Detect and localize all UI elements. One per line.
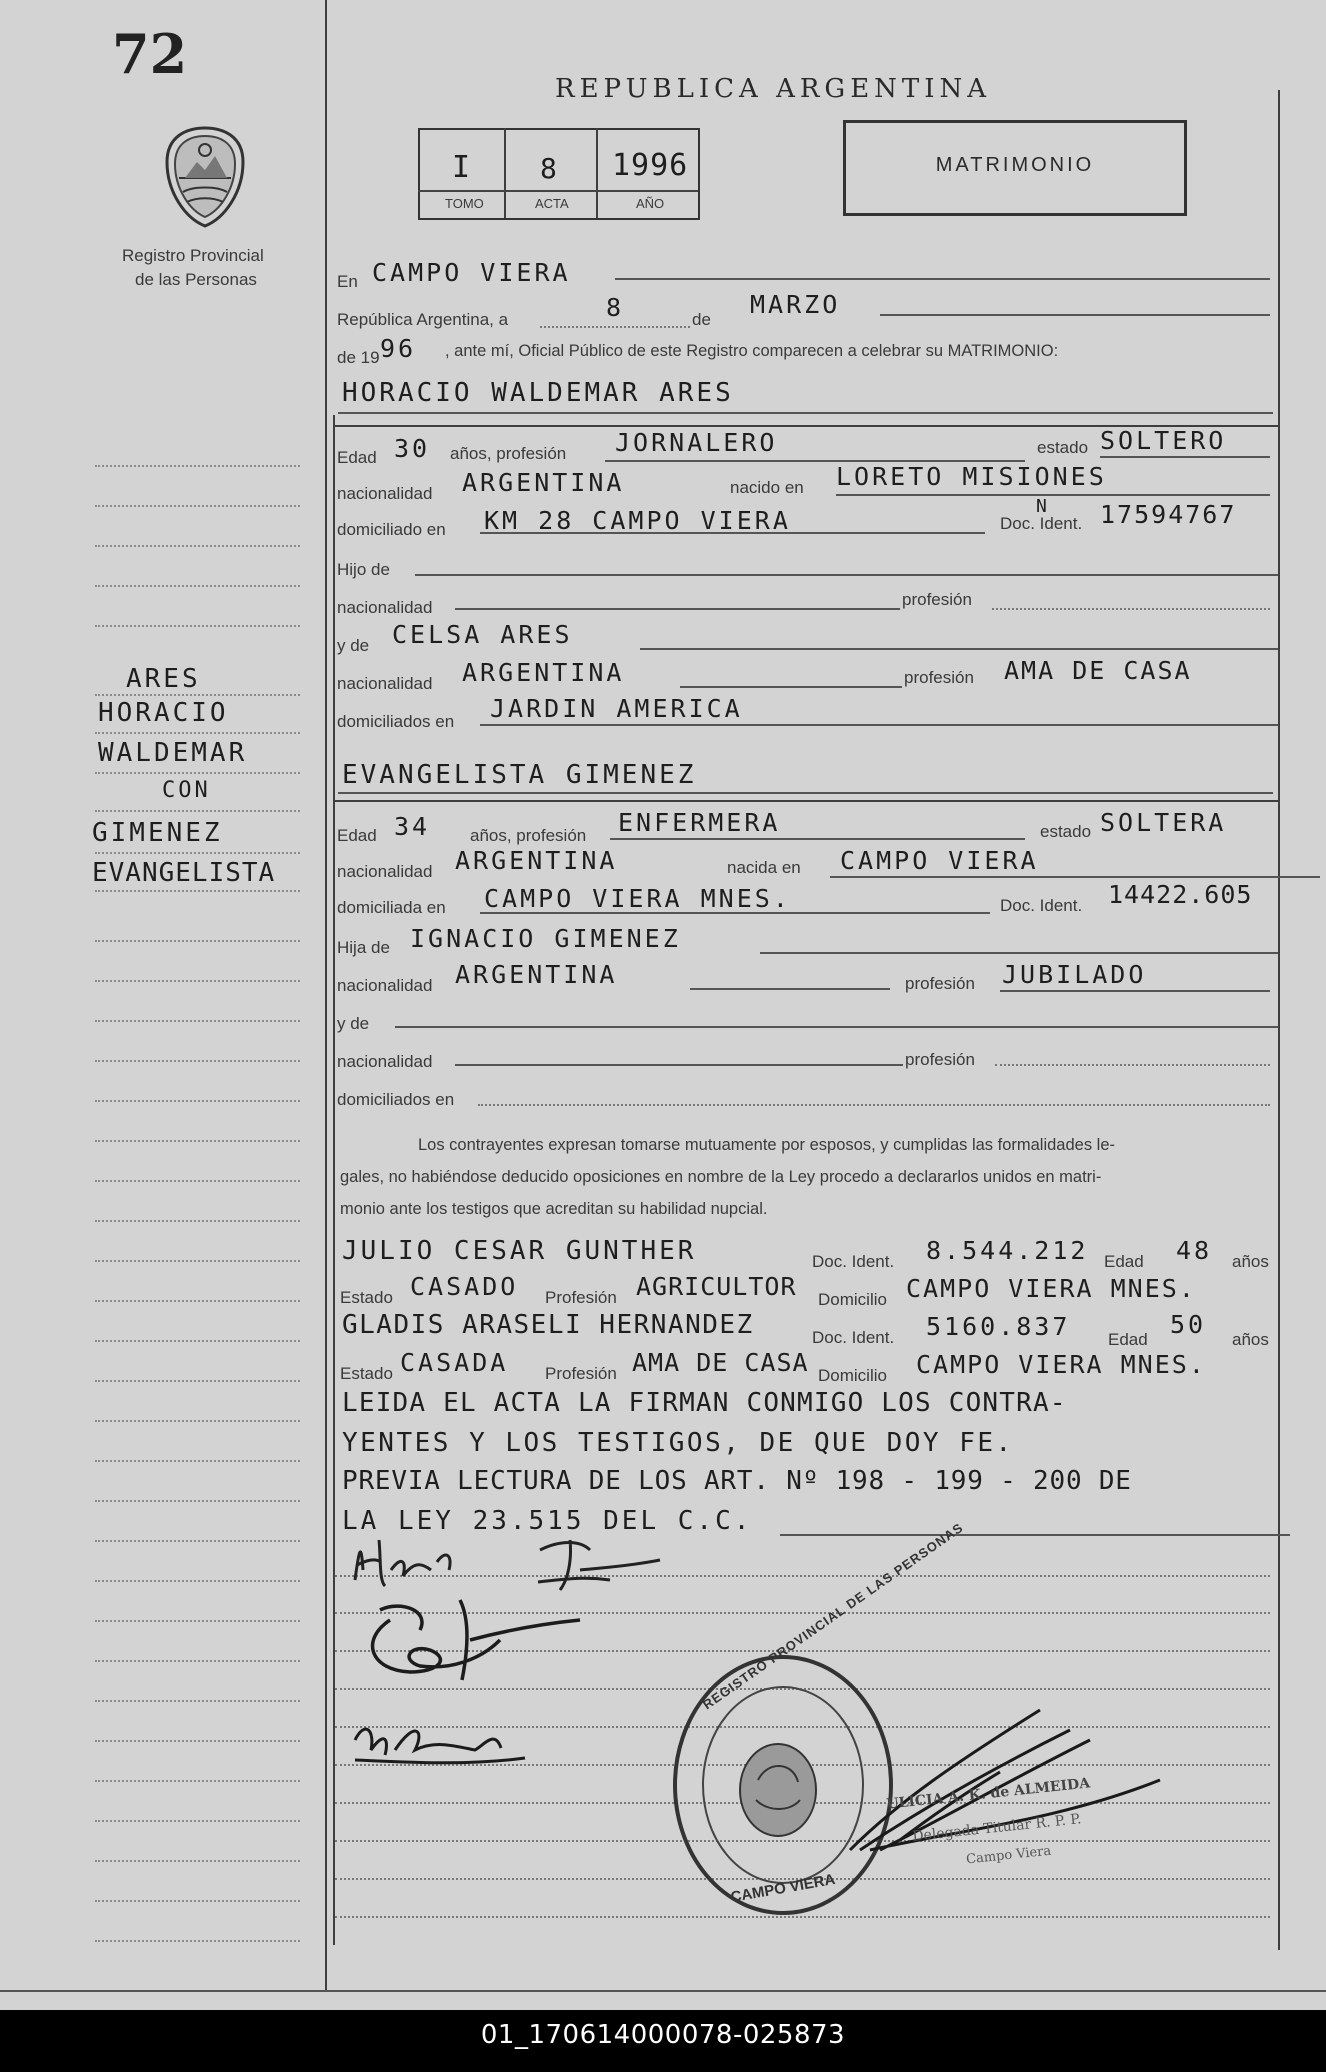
signature-registrar (840, 1700, 1170, 1860)
republica-label: República Argentina, a (337, 310, 509, 329)
margin-name-line2: HORACIO (98, 698, 229, 728)
witness2-estado-label: Estado (340, 1364, 393, 1383)
groom-dom-label: domiciliado en (337, 520, 446, 539)
bride-y-de-label: y de (337, 1014, 370, 1033)
seal-ring-text: REGISTRO PROVINCIAL DE LAS PERSONAS (700, 1519, 967, 1713)
groom-estado-label: estado (1037, 438, 1089, 457)
groom-full-name: HORACIO WALDEMAR ARES (342, 378, 734, 408)
bride-doc-label: Doc. Ident. (1000, 896, 1083, 915)
groom-mother-nationality: ARGENTINA (462, 658, 625, 687)
bottom-rule (0, 1990, 1326, 1992)
witness1-domicile: CAMPO VIERA MNES. (906, 1274, 1196, 1303)
signature-witness1 (350, 1580, 590, 1690)
witness2-name: GLADIS ARASELI HERNANDEZ (342, 1310, 754, 1340)
groom-father-prof-label: profesión (902, 590, 972, 609)
groom-father-nat-label: nacionalidad (337, 598, 433, 617)
groom-mother-profession: AMA DE CASA (1004, 656, 1192, 685)
margin-name-line1: ARES (126, 664, 201, 694)
bride-edad-label: Edad (337, 826, 377, 845)
acta-label: ACTA (535, 196, 569, 211)
bride-hija-label: Hija de (337, 938, 390, 957)
witness1-edad-label: Edad (1104, 1252, 1144, 1271)
seal-bottom-text: CAMPO VIERA (729, 1870, 837, 1907)
witness2-prof-label: Profesión (545, 1364, 617, 1383)
declaration-line-2: gales, no habiéndose deducido oposiciones en nombre de la Ley procedo a declararlos unidos en matri- (340, 1168, 1102, 1186)
groom-mother: CELSA ARES (392, 620, 573, 649)
witness2-anos-label: años (1232, 1330, 1269, 1349)
groom-age: 30 (394, 434, 431, 463)
bride-parents-dom-label: domiciliados en (337, 1090, 455, 1109)
bride-doc-number: 14422.605 (1108, 880, 1253, 909)
bride-nacida-label: nacida en (727, 858, 801, 877)
groom-y-de-label: y de (337, 636, 370, 655)
groom-nationality: ARGENTINA (462, 468, 625, 497)
witness2-profession: AMA DE CASA (632, 1348, 809, 1377)
bride-profession: ENFERMERA (618, 808, 781, 837)
bride-nat-label: nacionalidad (337, 862, 433, 881)
groom-nacido-label: nacido en (730, 478, 804, 497)
day: 8 (606, 293, 625, 322)
page-number: 72 (112, 22, 188, 86)
tomo-label: TOMO (445, 196, 484, 211)
witness2-doc-label: Doc. Ident. (812, 1328, 895, 1347)
groom-anos-label: años, profesión (450, 444, 567, 463)
bride-full-name: EVANGELISTA GIMENEZ (342, 760, 697, 790)
declaration-line-3: monio ante los testigos que acreditan su habilidad nupcial. (340, 1200, 768, 1218)
groom-birthplace: LORETO MISIONES (836, 462, 1107, 491)
year-prefix: de 19 (337, 348, 380, 367)
ano-label: AÑO (636, 196, 665, 211)
stamp-line-2: Delegada Titular R. P. P. (911, 1811, 1083, 1845)
margin-name-line4: CON (162, 778, 211, 803)
bride-estado-label: estado (1040, 822, 1092, 841)
margin-name-line3: WALDEMAR (98, 738, 248, 768)
inner-left-rule (333, 415, 335, 1945)
witness1-prof-label: Profesión (545, 1288, 617, 1307)
bride-estado: SOLTERA (1100, 808, 1227, 837)
bride-father-profession: JUBILADO (1002, 960, 1147, 989)
place: CAMPO VIERA (372, 258, 571, 287)
groom-doc-label: Doc. Ident. (1000, 514, 1083, 533)
bride-mother-nat-label: nacionalidad (337, 1052, 433, 1071)
bride-dom-label: domiciliada en (337, 898, 446, 917)
witness1-estado-label: Estado (340, 1288, 393, 1307)
bride-mother-prof-label: profesión (905, 1050, 975, 1069)
groom-doc-number: 17594767 (1100, 500, 1237, 529)
witness1-name: JULIO CESAR GUNTHER (342, 1236, 697, 1266)
witness1-dom-label: Domicilio (818, 1290, 887, 1309)
bride-father-nat-label: nacionalidad (337, 976, 433, 995)
tomo-value: I (452, 150, 474, 185)
witness2-doc: 5160.837 (926, 1312, 1071, 1341)
margin-name-line6: EVANGELISTA (92, 858, 276, 888)
bride-birthplace: CAMPO VIERA (840, 846, 1039, 875)
witness1-anos-label: años (1232, 1252, 1269, 1271)
scan-id: 01_170614000078-025873 (480, 2020, 846, 2050)
main-left-rule (325, 0, 327, 1990)
registry-name-line1: Registro Provincial (122, 246, 264, 265)
closing-line-3: PREVIA LECTURA DE LOS ART. Nº 198 - 199 - 200 DE (342, 1466, 1132, 1496)
witness1-profession: AGRICULTOR (636, 1272, 797, 1301)
groom-parents-domicile: JARDIN AMERICA (490, 694, 743, 723)
witness1-estado: CASADO (410, 1272, 519, 1301)
groom-parents-dom-label: domiciliados en (337, 712, 455, 731)
witness1-age: 48 (1176, 1236, 1213, 1265)
bride-father-prof-label: profesión (905, 974, 975, 993)
ano-value: 1996 (612, 148, 689, 183)
right-rule (1278, 90, 1280, 1950)
witness2-dom-label: Domicilio (818, 1366, 887, 1385)
bride-domicile: CAMPO VIERA MNES. (484, 884, 791, 913)
acta-value: 8 (540, 152, 560, 185)
witness2-domicile: CAMPO VIERA MNES. (916, 1350, 1206, 1379)
groom-mother-prof-label: profesión (904, 668, 974, 687)
groom-profession: JORNALERO (615, 428, 778, 457)
en-label: En (337, 272, 358, 291)
bride-nationality: ARGENTINA (455, 846, 618, 875)
stamp-line-1: ULICIA A. K. de ALMEIDA (885, 1775, 1091, 1813)
bride-age: 34 (394, 812, 431, 841)
registry-name-line2: de las Personas (135, 270, 257, 289)
witness2-edad-label: Edad (1108, 1330, 1148, 1349)
country-title: REPUBLICA ARGENTINA (555, 74, 992, 104)
groom-doc-mark: N (1036, 496, 1050, 517)
bride-anos-label: años, profesión (470, 826, 587, 845)
groom-domicile: KM 28 CAMPO VIERA (484, 506, 791, 535)
closing-line-4: LA LEY 23.515 DEL C.C. (342, 1506, 753, 1536)
bride-father-nationality: ARGENTINA (455, 960, 618, 989)
groom-nat-label: nacionalidad (337, 484, 433, 503)
margin-name-line5: GIMENEZ (92, 818, 223, 848)
groom-estado: SOLTERO (1100, 426, 1227, 455)
closing-line-1: LEIDA EL ACTA LA FIRMAN CONMIGO LOS CONTRA- (342, 1388, 1067, 1418)
closing-line-2: YENTES Y LOS TESTIGOS, DE QUE DOY FE. (342, 1428, 1014, 1458)
bride-father: IGNACIO GIMENEZ (410, 924, 681, 953)
de-label: de (692, 310, 711, 329)
year-suffix: 96 (380, 334, 417, 363)
declaration-line-1: Los contrayentes expresan tomarse mutuamente por esposos, y cumplidas las formalidades le- (418, 1136, 1116, 1154)
witness2-estado: CASADA (400, 1348, 509, 1377)
groom-hijo-label: Hijo de (337, 560, 390, 579)
groom-mother-nat-label: nacionalidad (337, 674, 433, 693)
witness1-doc-label: Doc. Ident. (812, 1252, 895, 1271)
province-emblem-icon (155, 122, 255, 232)
signature-witness2 (345, 1700, 545, 1780)
groom-edad-label: Edad (337, 448, 377, 467)
document-type: MATRIMONIO (935, 154, 1095, 176)
month: MARZO (750, 290, 841, 319)
stamp-line-3: Campo Viera (965, 1843, 1052, 1868)
witness1-doc: 8.544.212 (926, 1236, 1089, 1265)
witness2-age: 50 (1170, 1310, 1207, 1339)
intro-statement: , ante mí, Oficial Público de este Registro comparecen a celebrar su MATRIMONIO: (445, 342, 1059, 360)
